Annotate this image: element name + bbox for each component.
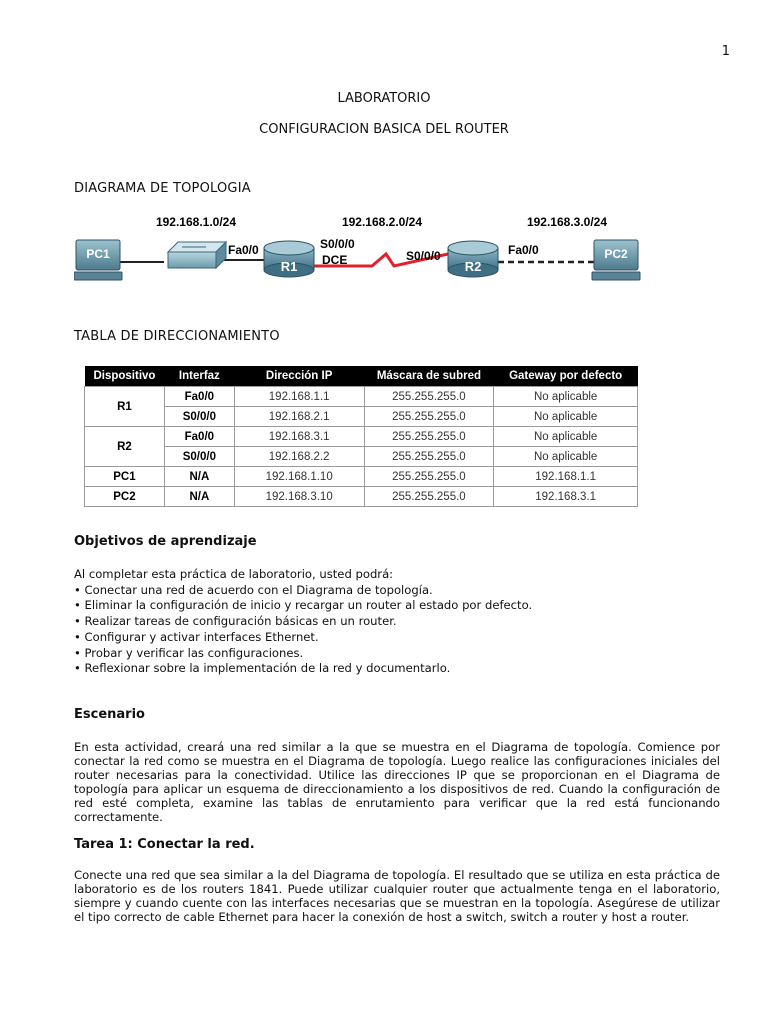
col-gateway: Gateway por defecto [494,366,638,387]
list-item: • Eliminar la configuración de inicio y recargar un router al estado por defecto. [74,598,533,613]
col-mask: Máscara de subred [364,366,494,387]
ip-cell: 192.168.1.1 [234,387,364,407]
gateway-cell: No aplicable [494,447,638,467]
ip-cell: 192.168.3.10 [234,487,364,507]
addressing-heading: TABLA DE DIRECCIONAMIENTO [74,329,280,344]
pc1-computer-icon [74,240,122,280]
ip-cell: 192.168.1.10 [234,467,364,487]
mask-cell: 255.255.255.0 [364,407,494,427]
gateway-cell: No aplicable [494,407,638,427]
mask-cell: 255.255.255.0 [364,487,494,507]
list-item: • Probar y verificar las configuraciones. [74,645,304,660]
lab-title: LABORATORIO [337,91,431,106]
interface-cell: S0/0/0 [164,447,234,467]
list-item: • Realizar tareas de configuración básicas en un router. [74,614,397,629]
topology-heading: DIAGRAMA DE TOPOLOGIA [74,181,251,196]
objectives-list [74,567,720,677]
col-ip: Dirección IP [234,366,364,387]
gateway-cell: No aplicable [494,427,638,447]
list-item: • Reflexionar sobre la implementación de la red y documentarlo. [74,661,451,676]
col-interface: Interfaz [164,366,234,387]
ip-cell: 192.168.3.1 [234,427,364,447]
r1-label: R1 [280,259,298,274]
gateway-cell: 192.168.3.1 [494,487,638,507]
switch-icon [168,242,226,268]
pc2-label: PC2 [604,247,628,261]
mask-cell: 255.255.255.0 [364,447,494,467]
ip-cell: 192.168.2.1 [234,407,364,427]
r1-serial-label: S0/0/0 [320,237,355,251]
gateway-cell: 192.168.1.1 [494,467,638,487]
interface-cell: Fa0/0 [164,427,234,447]
table-row [85,487,638,507]
r2-label: R2 [464,259,482,274]
table-header-row [85,366,638,387]
device-cell: PC1 [85,467,165,487]
scenario-heading: Escenario [74,707,145,722]
gateway-cell: No aplicable [494,387,638,407]
r1-fa-label: Fa0/0 [228,243,259,257]
table-row [85,467,638,487]
task1-paragraph: Conecte una red que sea similar a la del Diagrama de topología. El resultado que se utiliza en esta práctica de laboratorio es de los routers 1841. Puede utilizar cualquier router que actualmente tenga en el laboratorio, siempre y cuando cuente con las interfaces necesarias que se muestran en la topología. Asegúrese de utilizar el tipo correcto de cable Ethernet para hacer la conexión de host a switch, switch a router y host a router. [74,868,720,924]
device-cell: R2 [85,427,165,467]
table-row [85,407,638,427]
lab-subtitle: CONFIGURACION BASICA DEL ROUTER [259,122,509,137]
page-number: 1 [721,44,730,59]
ip-cell: 192.168.2.2 [234,447,364,467]
table-row [85,427,638,447]
mask-cell: 255.255.255.0 [364,467,494,487]
mask-cell: 255.255.255.0 [364,387,494,407]
addressing-table [84,366,638,507]
col-device: Dispositivo [85,366,165,387]
interface-cell: S0/0/0 [164,407,234,427]
r2-serial-label: S0/0/0 [406,249,441,263]
list-item: • Configurar y activar interfaces Ethernet. [74,629,319,644]
table-row [85,447,638,467]
pc2-computer-icon [592,240,640,280]
list-item: • Conectar una red de acuerdo con el Diagrama de topología. [74,582,433,597]
task1-heading: Tarea 1: Conectar la red. [74,837,255,852]
device-cell: R1 [85,387,165,427]
interface-cell: Fa0/0 [164,387,234,407]
r1-router-icon [264,241,314,277]
pc1-label: PC1 [86,247,110,261]
table-row [85,387,638,407]
r2-fa-label: Fa0/0 [508,243,539,257]
net3-label: 192.168.3.0/24 [526,215,608,229]
dce-label: DCE [322,253,348,267]
r2-router-icon [448,241,498,277]
net2-label: 192.168.2.0/24 [341,215,423,229]
device-cell: PC2 [85,487,165,507]
objectives-heading: Objetivos de aprendizaje [74,534,257,549]
topology-diagram [74,210,654,290]
interface-cell: N/A [164,487,234,507]
mask-cell: 255.255.255.0 [364,427,494,447]
objectives-intro: Al completar esta práctica de laboratorio, usted podrá: [74,567,394,581]
scenario-paragraph: En esta actividad, creará una red similar a la que se muestra en el Diagrama de topología. Comience por conectar la red como se muestra en el Diagrama de topología. Luego realice las configuraciones iniciales del router necesarias para la conectividad. Utilice las direcciones IP que se proporcionan en el Diagrama de topología para aplicar un esquema de direccionamiento a los dispositivos de red. Cuando la configuración de red esté completa, examine las tablas de enrutamiento para verificar que la red está funcionando correctamente. [74,740,720,824]
net1-label: 192.168.1.0/24 [155,215,237,229]
interface-cell: N/A [164,467,234,487]
